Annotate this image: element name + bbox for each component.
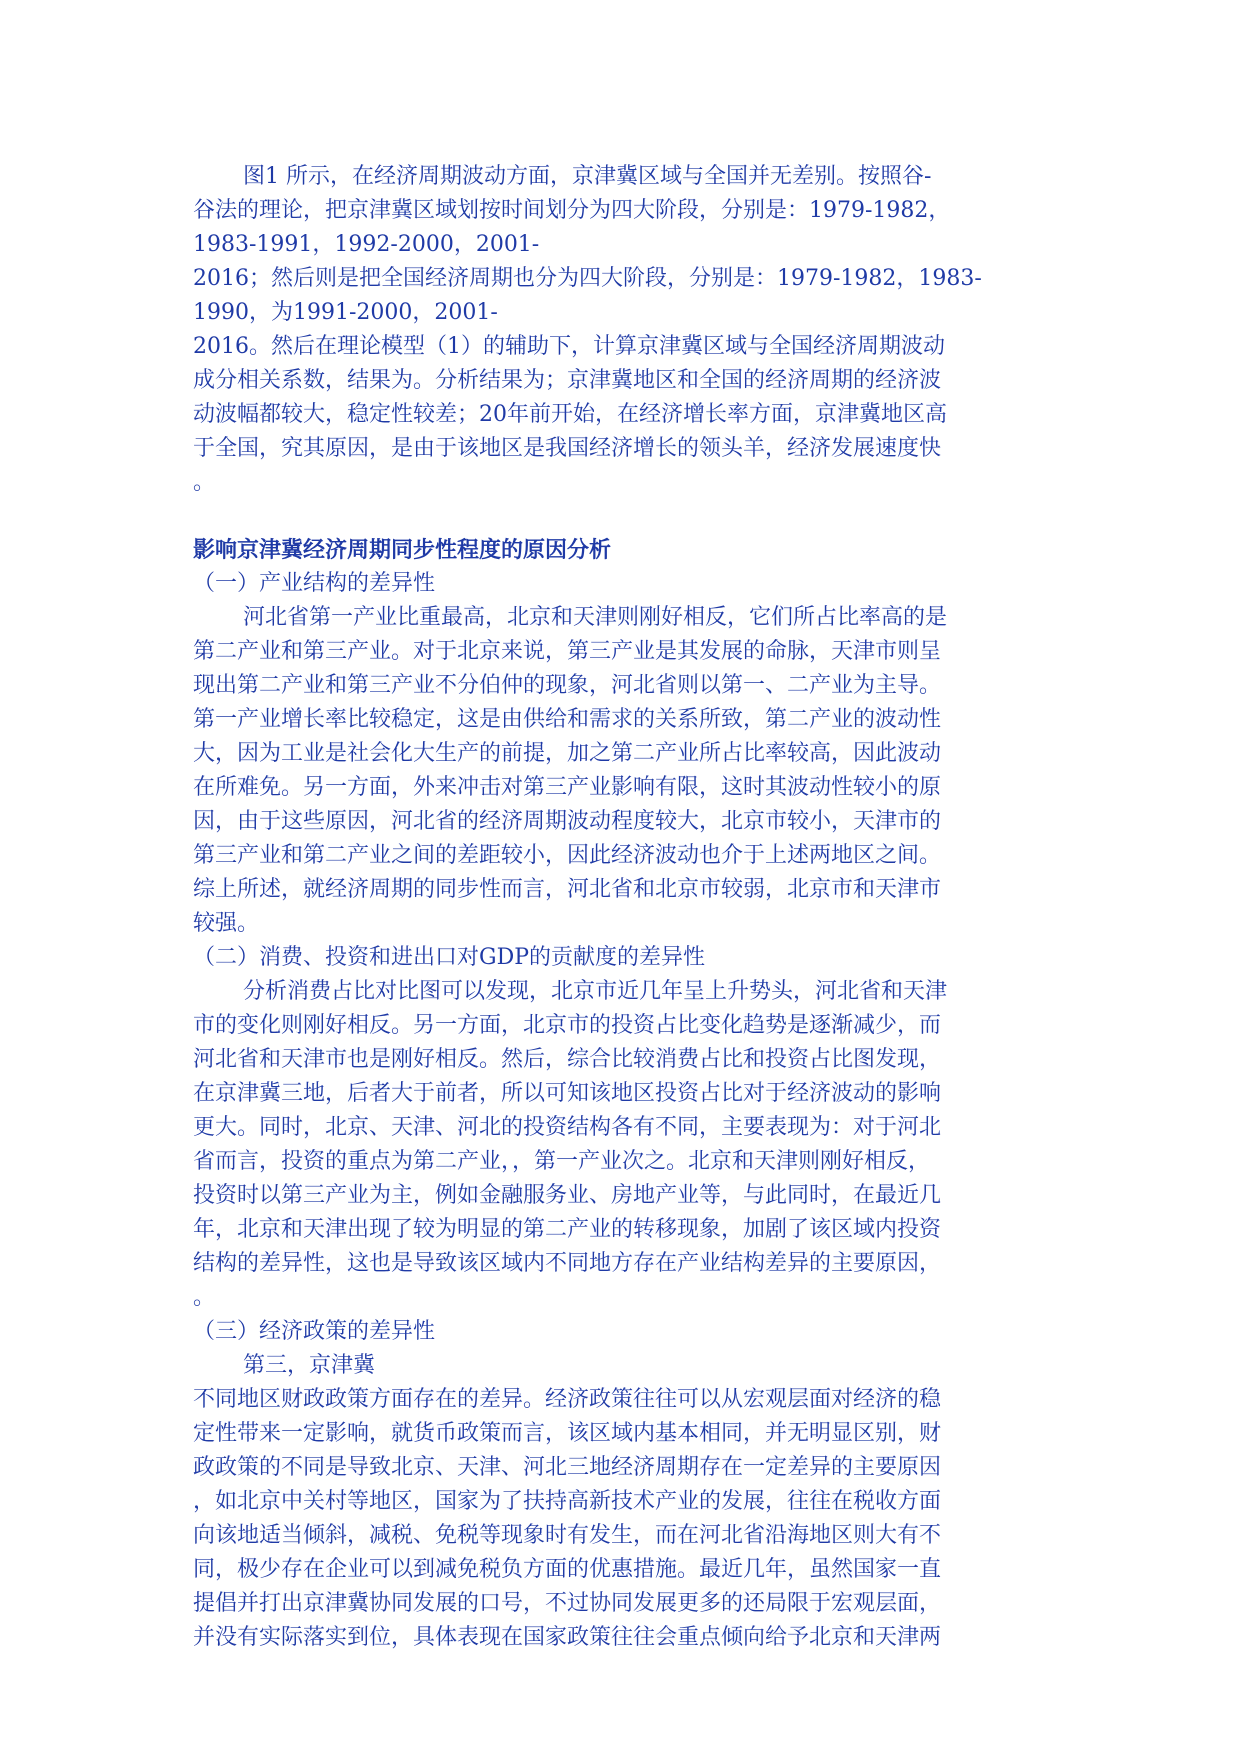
text-line: 第三，京津冀	[243, 1353, 376, 1378]
subsection-gdp-contribution	[193, 941, 1053, 1315]
text-line: 在所难免。另一方面，外来冲击对第三产业影响有限，这时其波动性较小的原	[193, 775, 942, 800]
subsection-title: （一）产业结构的差异性	[193, 571, 436, 596]
text-line: ，如北京中关村等地区，国家为了扶持高新技术产业的发展，往往在税收方面	[193, 1489, 942, 1514]
text-line: 同，极少存在企业可以到减免税负方面的优惠措施。最近几年，虽然国家一直	[193, 1557, 942, 1582]
text-line: 第一产业增长率比较稳定，这是由供给和需求的关系所致，第二产业的波动性	[193, 707, 942, 732]
text-line: 因，由于这些原因，河北省的经济周期波动程度较大，北京市较小，天津市的	[193, 809, 942, 834]
text-line: 年，北京和天津出现了较为明显的第二产业的转移现象，加剧了该区域内投资	[193, 1217, 942, 1242]
text-line: 于全国，究其原因，是由于该地区是我国经济增长的领头羊，经济发展速度快	[193, 436, 942, 461]
text-line: 向该地适当倾斜，减税、免税等现象时有发生，而在河北省沿海地区则大有不	[193, 1523, 942, 1548]
text-line: 综上所述，就经济周期的同步性而言，河北省和北京市较弱，北京市和天津市	[193, 877, 942, 902]
text-line: 更大。同时，北京、天津、河北的投资结构各有不同，主要表现为：对于河北	[193, 1115, 942, 1140]
subsection-title: （二）消费、投资和进出口对GDP的贡献度的差异性	[193, 945, 706, 970]
text-line: 投资时以第三产业为主，例如金融服务业、房地产业等，与此同时，在最近几	[193, 1183, 942, 1208]
text-line: 结构的差异性，这也是导致该区域内不同地方存在产业结构差异的主要原因，	[193, 1251, 942, 1276]
text-line: 并没有实际落实到位，具体表现在国家政策往往会重点倾向给予北京和天津两	[193, 1625, 942, 1650]
text-line: 市的变化则刚好相反。另一方面，北京市的投资占比变化趋势是逐渐减少，而	[193, 1013, 942, 1038]
text-line: 较强。	[193, 911, 260, 936]
text-line: 定性带来一定影响，就货币政策而言，该区域内基本相同，并无明显区别，财	[193, 1421, 942, 1446]
subsection-industry-structure	[193, 567, 1053, 941]
document-page	[193, 160, 1053, 1655]
subsection-title: （三）经济政策的差异性	[193, 1319, 436, 1344]
text-line: 动波幅都较大，稳定性较差；20年前开始，在经济增长率方面，京津冀地区高	[193, 402, 947, 427]
text-line: 谷法的理论，把京津冀区域划按时间划分为四大阶段，分别是：1979-1982，	[193, 198, 951, 223]
text-line: 提倡并打出京津冀协同发展的口号，不过协同发展更多的还局限于宏观层面，	[193, 1591, 942, 1616]
text-line: 2016；然后则是把全国经济周期也分为四大阶段，分别是：1979-1982，1983-	[193, 266, 982, 291]
text-line: 图1 所示，在经济周期波动方面，京津冀区域与全国并无差别。按照谷-	[243, 164, 932, 189]
text-line: 现出第二产业和第三产业不分伯仲的现象，河北省则以第一、二产业为主导。	[193, 673, 942, 698]
text-line: 大，因为工业是社会化大生产的前提，加之第二产业所占比率较高，因此波动	[193, 741, 942, 766]
text-line: 河北省第一产业比重最高，北京和天津则刚好相反，它们所占比率高的是	[243, 605, 948, 630]
intro-paragraph	[193, 160, 1053, 500]
text-line: 不同地区财政政策方面存在的差异。经济政策往往可以从宏观层面对经济的稳	[193, 1387, 942, 1412]
text-line: 1983-1991，1992-2000，2001-	[193, 232, 540, 257]
text-line: 分析消费占比对比图可以发现，北京市近几年呈上升势头，河北省和天津	[243, 979, 948, 1004]
text-line: 第二产业和第三产业。对于北京来说，第三产业是其发展的命脉，天津市则呈	[193, 639, 942, 664]
text-line: 。	[193, 470, 216, 495]
text-line: 省而言，投资的重点为第二产业，，第一产业次之。北京和天津则刚好相反，	[193, 1149, 931, 1174]
text-line: 河北省和天津市也是刚好相反。然后，综合比较消费占比和投资占比图发现，	[193, 1047, 942, 1072]
section-heading: 影响京津冀经济周期同步性程度的原因分析	[193, 537, 612, 563]
text-line: 政政策的不同是导致北京、天津、河北三地经济周期存在一定差异的主要原因	[193, 1455, 942, 1480]
text-line: 2016。然后在理论模型（1）的辅助下，计算京津冀区域与全国经济周期波动	[193, 334, 945, 359]
text-line: 成分相关系数，结果为。分析结果为；京津冀地区和全国的经济周期的经济波	[193, 368, 942, 393]
text-line: 。	[193, 1285, 216, 1310]
text-line: 在京津冀三地，后者大于前者，所以可知该地区投资占比对于经济波动的影响	[193, 1081, 942, 1106]
text-line: 第三产业和第二产业之间的差距较小，因此经济波动也介于上述两地区之间。	[193, 843, 942, 868]
text-line: 1990，为1991-2000，2001-	[193, 300, 498, 325]
subsection-economic-policy	[193, 1315, 1053, 1655]
